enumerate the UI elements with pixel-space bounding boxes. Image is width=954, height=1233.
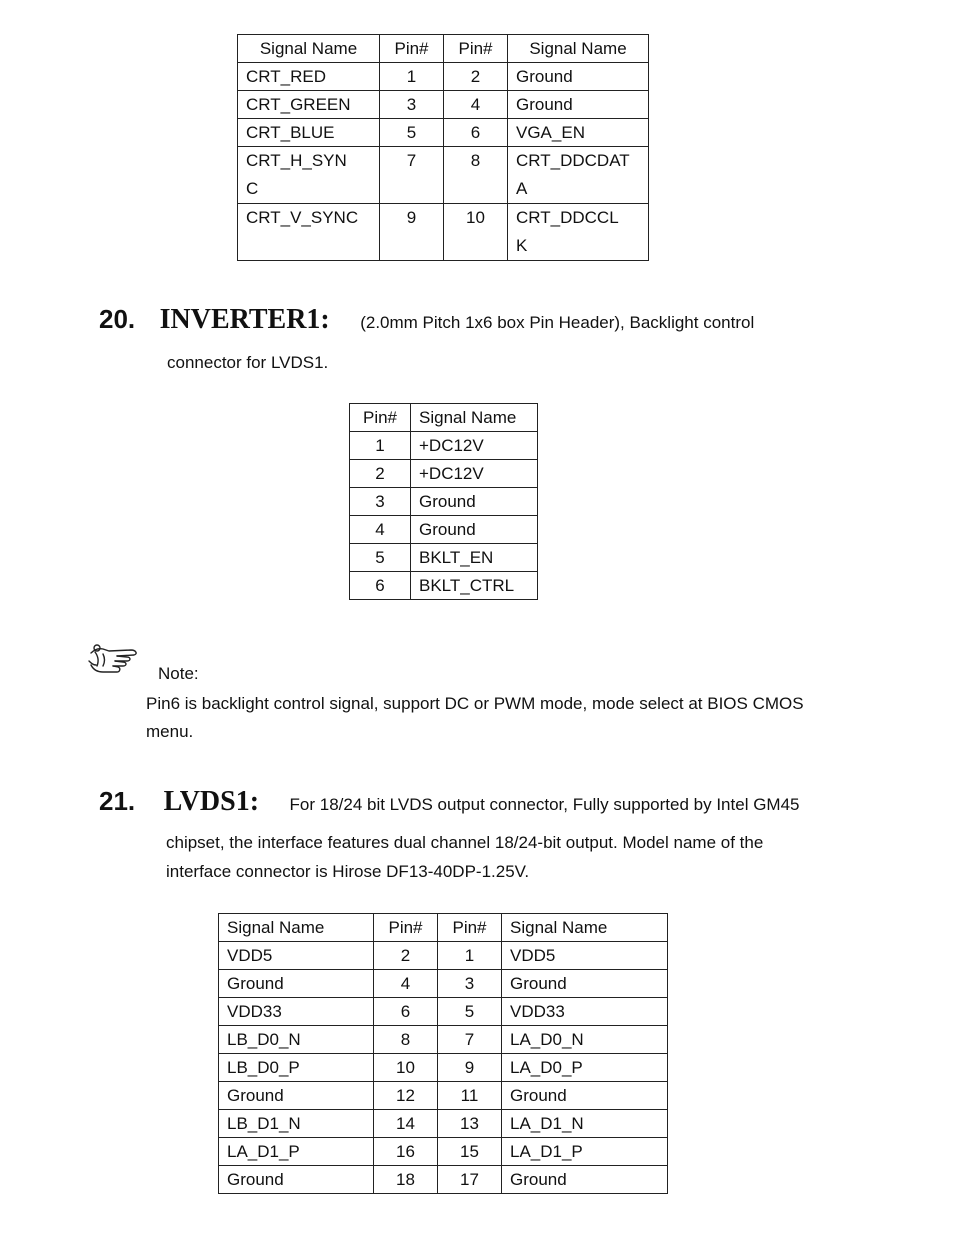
header-cell: Signal Name (411, 404, 538, 432)
table-cell: 9 (438, 1054, 502, 1082)
table-cell: 11 (438, 1082, 502, 1110)
table-header-row (238, 35, 649, 63)
cell-text-wrap: A (516, 179, 528, 198)
table-cell: 4 (350, 516, 411, 544)
table-cell: 2 (374, 942, 438, 970)
section-number: 21. (99, 786, 136, 816)
table-cell: LB_D0_N (219, 1026, 374, 1054)
header-cell: Pin# (438, 914, 502, 942)
table-row (238, 63, 649, 91)
table-cell: 5 (380, 119, 444, 147)
table-cell: 2 (444, 63, 508, 91)
table-cell: 3 (380, 91, 444, 119)
table-cell: LB_D1_N (219, 1110, 374, 1138)
table-cell: VDD5 (219, 942, 374, 970)
table-row (238, 204, 649, 261)
table-row (238, 91, 649, 119)
table-row (238, 147, 649, 204)
lvds-pin-table (218, 913, 668, 1194)
table-cell: LA_D0_P (502, 1054, 668, 1082)
table-cell (238, 147, 380, 204)
table-row (219, 998, 668, 1026)
table-cell: 8 (444, 147, 508, 204)
header-cell: Pin# (380, 35, 444, 63)
table-row (350, 460, 538, 488)
header-cell: Signal Name (508, 35, 649, 63)
table-row (219, 1026, 668, 1054)
vga-pin-table (237, 34, 649, 261)
table-cell: 16 (374, 1138, 438, 1166)
table-cell: 5 (350, 544, 411, 572)
table-row (350, 432, 538, 460)
table-cell: Ground (502, 1166, 668, 1194)
table-row (219, 942, 668, 970)
table-header-row (350, 404, 538, 432)
table-row (219, 1054, 668, 1082)
section-number: 20. (99, 304, 136, 334)
table-cell: LA_D1_P (219, 1138, 374, 1166)
table-cell: 18 (374, 1166, 438, 1194)
cell-text: CRT_H_SYN (246, 151, 347, 170)
table-cell: CRT_BLUE (238, 119, 380, 147)
table-cell: Ground (508, 63, 649, 91)
table-cell: 10 (374, 1054, 438, 1082)
table-cell: CRT_RED (238, 63, 380, 91)
table-cell: 4 (444, 91, 508, 119)
table-row (219, 970, 668, 998)
table-cell: VGA_EN (508, 119, 649, 147)
table-row (350, 572, 538, 600)
table-cell: Ground (502, 1082, 668, 1110)
table-cell: Ground (219, 970, 374, 998)
table-row (219, 1082, 668, 1110)
table-cell: 1 (380, 63, 444, 91)
table-cell: 2 (350, 460, 411, 488)
table-cell: LA_D1_N (502, 1110, 668, 1138)
table-cell: VDD33 (502, 998, 668, 1026)
table-cell: 6 (374, 998, 438, 1026)
table-cell: BKLT_EN (411, 544, 538, 572)
table-cell: 9 (380, 204, 444, 261)
section-20-description-cont: connector for LVDS1. (167, 353, 329, 372)
header-cell: Pin# (350, 404, 411, 432)
section-21-description-cont: chipset, the interface features dual channel 18/24-bit output. Model name of the (166, 833, 764, 852)
table-cell: 3 (350, 488, 411, 516)
table-cell: 12 (374, 1082, 438, 1110)
section-description: For 18/24 bit LVDS output connector, Fully supported by Intel GM45 (289, 795, 800, 814)
table-cell: VDD33 (219, 998, 374, 1026)
table-cell: Ground (508, 91, 649, 119)
section-21-heading (99, 786, 799, 818)
section-20-heading (99, 304, 754, 336)
table-cell: Ground (219, 1082, 374, 1110)
table-cell: 13 (438, 1110, 502, 1138)
note-label: Note: (158, 664, 199, 683)
table-row (219, 1166, 668, 1194)
table-row (219, 1138, 668, 1166)
table-cell: Ground (411, 488, 538, 516)
table-cell: 8 (374, 1026, 438, 1054)
table-cell: +DC12V (411, 432, 538, 460)
table-header-row (219, 914, 668, 942)
table-cell: LB_D0_P (219, 1054, 374, 1082)
table-cell: 5 (438, 998, 502, 1026)
table-cell: 4 (374, 970, 438, 998)
table-cell: 7 (380, 147, 444, 204)
table-row (238, 119, 649, 147)
table-cell: CRT_GREEN (238, 91, 380, 119)
table-cell: 6 (444, 119, 508, 147)
table-cell: 10 (444, 204, 508, 261)
pointing-hand-icon (87, 641, 143, 681)
header-cell: Pin# (444, 35, 508, 63)
table-cell: BKLT_CTRL (411, 572, 538, 600)
table-cell: LA_D0_N (502, 1026, 668, 1054)
table-cell (508, 147, 649, 204)
header-cell: Signal Name (502, 914, 668, 942)
section-title: LVDS1: (163, 786, 260, 817)
table-cell: 17 (438, 1166, 502, 1194)
table-cell: Ground (219, 1166, 374, 1194)
table-cell: +DC12V (411, 460, 538, 488)
cell-text: CRT_DDCDAT (516, 151, 630, 170)
table-cell: 15 (438, 1138, 502, 1166)
table-cell: LA_D1_P (502, 1138, 668, 1166)
inverter-pin-table (349, 403, 538, 600)
table-cell: CRT_V_SYNC (238, 204, 380, 261)
table-cell (508, 204, 649, 261)
section-title: INVERTER1: (159, 304, 330, 335)
cell-text-wrap: C (246, 179, 259, 198)
note-text: Pin6 is backlight control signal, support DC or PWM mode, mode select at BIOS CMOS (146, 694, 804, 713)
table-cell: VDD5 (502, 942, 668, 970)
table-cell: 7 (438, 1026, 502, 1054)
table-row (350, 544, 538, 572)
section-21-description-cont: interface connector is Hirose DF13-40DP-1.25V. (166, 862, 530, 881)
header-cell: Signal Name (238, 35, 380, 63)
header-cell: Signal Name (219, 914, 374, 942)
cell-text-wrap: K (516, 236, 528, 255)
section-description: (2.0mm Pitch 1x6 box Pin Header), Backlight control (360, 313, 755, 332)
header-cell: Pin# (374, 914, 438, 942)
table-cell: 3 (438, 970, 502, 998)
table-row (350, 488, 538, 516)
table-cell: Ground (502, 970, 668, 998)
table-cell: Ground (411, 516, 538, 544)
note-text-cont: menu. (146, 722, 194, 741)
table-cell: 1 (438, 942, 502, 970)
cell-text: CRT_DDCCL (516, 208, 619, 227)
table-row (219, 1110, 668, 1138)
table-cell: 14 (374, 1110, 438, 1138)
table-cell: 6 (350, 572, 411, 600)
table-cell: 1 (350, 432, 411, 460)
table-row (350, 516, 538, 544)
